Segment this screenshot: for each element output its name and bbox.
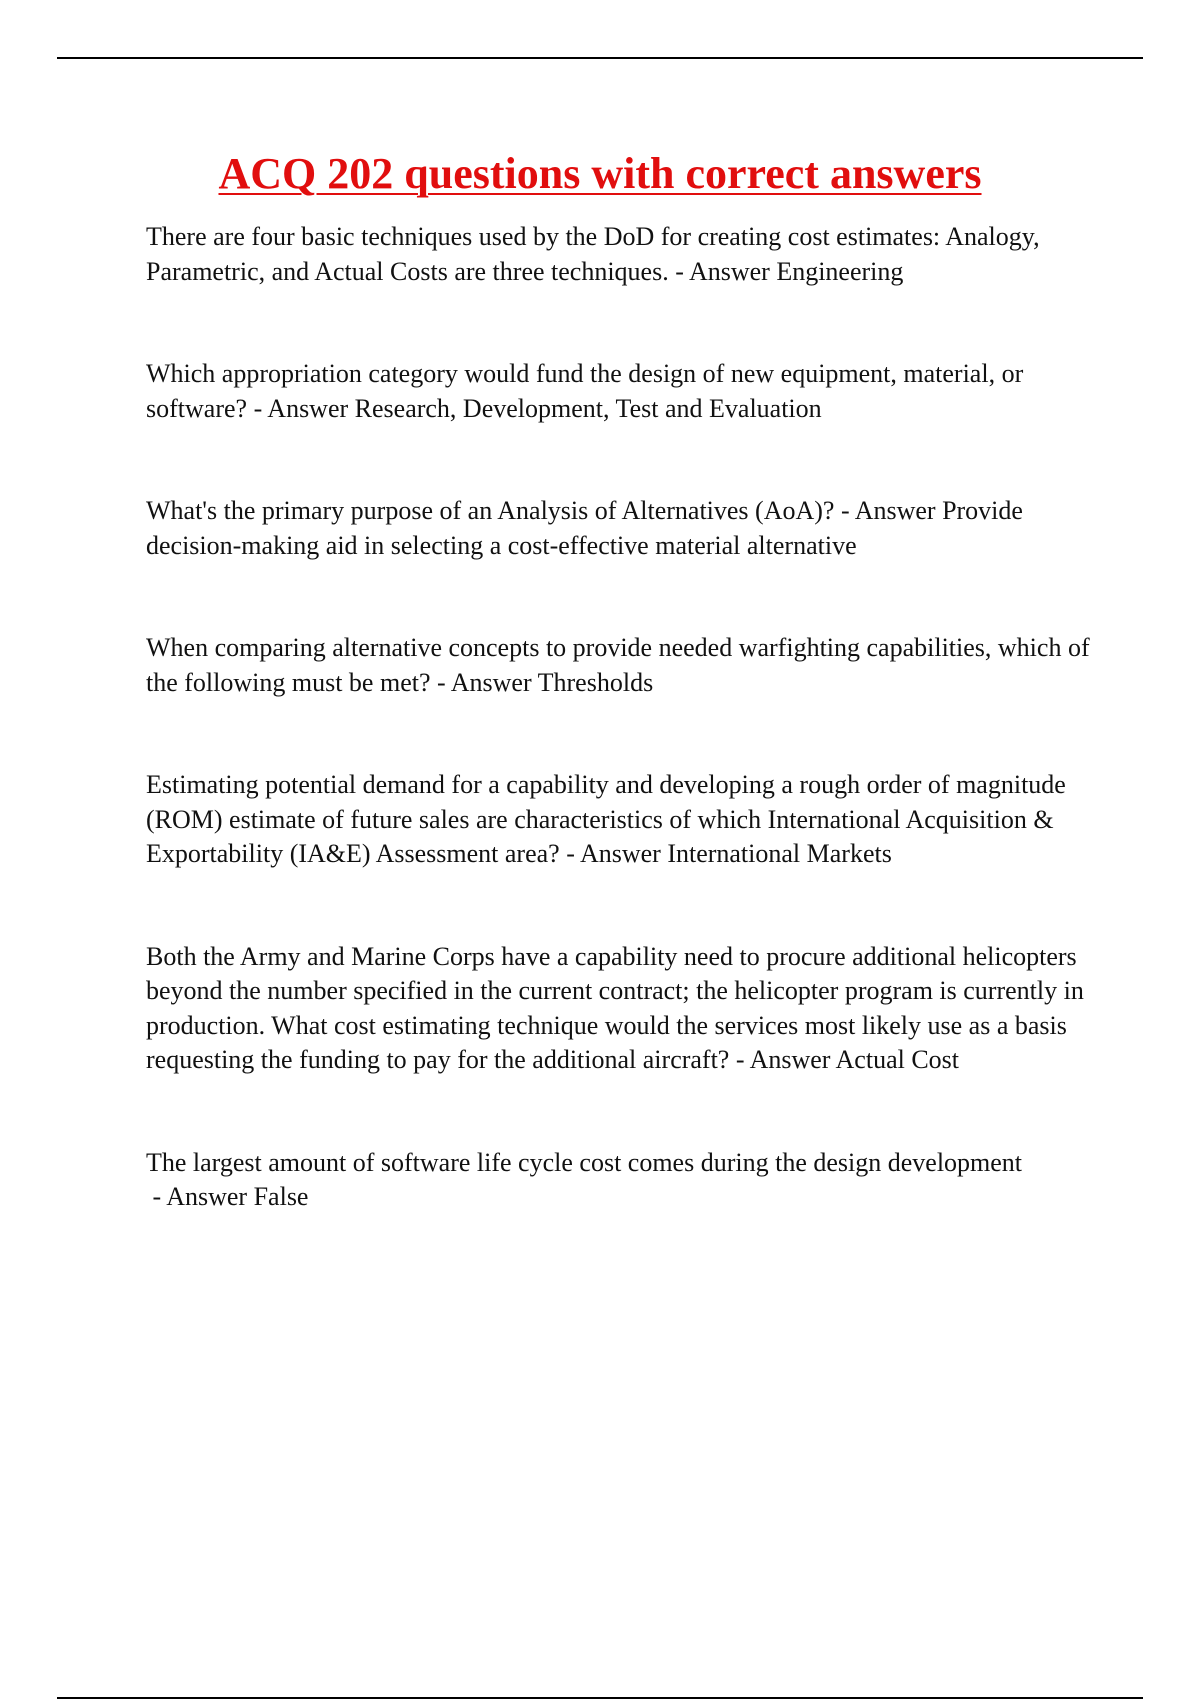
answer-text: Actual Cost bbox=[835, 1045, 960, 1074]
qa-item bbox=[146, 220, 1096, 289]
answer-text: International Markets bbox=[667, 839, 892, 868]
top-rule bbox=[57, 57, 1143, 59]
answer-separator: - Answer bbox=[668, 256, 777, 286]
answer-text: Provide decision-making aid in selecting a cost-effective material alternative bbox=[146, 496, 1023, 560]
question-text: Both the Army and Marine Corps have a capability need to procure additional helicopters beyond the number specified in the current contract; the helicopter program is currently in production. What cost estimating technique would the services most likely use as a basis requesting the funding to pay for the additional aircraft? bbox=[146, 941, 1084, 1074]
qa-item bbox=[146, 494, 1096, 563]
bottom-rule bbox=[57, 1697, 1143, 1699]
question-text: When comparing alternative concepts to provide needed warfighting capabilities, which of the following must be met? bbox=[146, 633, 1090, 697]
question-text: Estimating potential demand for a capability and developing a rough order of magnitude (ROM) estimate of future sales are characteristics of which International Acquisition & Exportability (IA&E) Assessment area? bbox=[146, 770, 1066, 868]
qa-item bbox=[146, 768, 1096, 872]
answer-text: Engineering bbox=[776, 256, 904, 286]
answer-text: Research, Development, Test and Evaluation bbox=[354, 393, 822, 423]
qa-item bbox=[146, 1146, 1096, 1215]
qa-item bbox=[146, 357, 1096, 426]
answer-separator: - Answer bbox=[729, 1045, 836, 1074]
answer-separator: - Answer bbox=[559, 839, 668, 868]
question-text: The largest amount of software life cycle cost comes during the design development bbox=[146, 1147, 1023, 1177]
qa-item bbox=[146, 631, 1096, 700]
answer-text: Thresholds bbox=[537, 667, 654, 697]
answer-separator: - Answer bbox=[146, 1182, 254, 1211]
qa-list bbox=[146, 220, 1096, 1215]
answer-separator: - Answer bbox=[430, 667, 538, 697]
qa-item bbox=[146, 940, 1096, 1078]
document-title: ACQ 202 questions with correct answers bbox=[218, 149, 982, 198]
answer-separator: - Answer bbox=[834, 496, 943, 525]
question-text: There are four basic techniques used by the DoD for creating cost estimates: Analogy, Parametric, and Actual Costs are three techniques. bbox=[146, 222, 1040, 286]
question-text: Which appropriation category would fund the design of new equipment, material, or software? bbox=[146, 359, 1024, 423]
answer-text: False bbox=[253, 1182, 309, 1211]
question-text: What's the primary purpose of an Analysis of Alternatives (AoA)? bbox=[146, 496, 835, 525]
answer-separator: - Answer bbox=[247, 393, 355, 423]
